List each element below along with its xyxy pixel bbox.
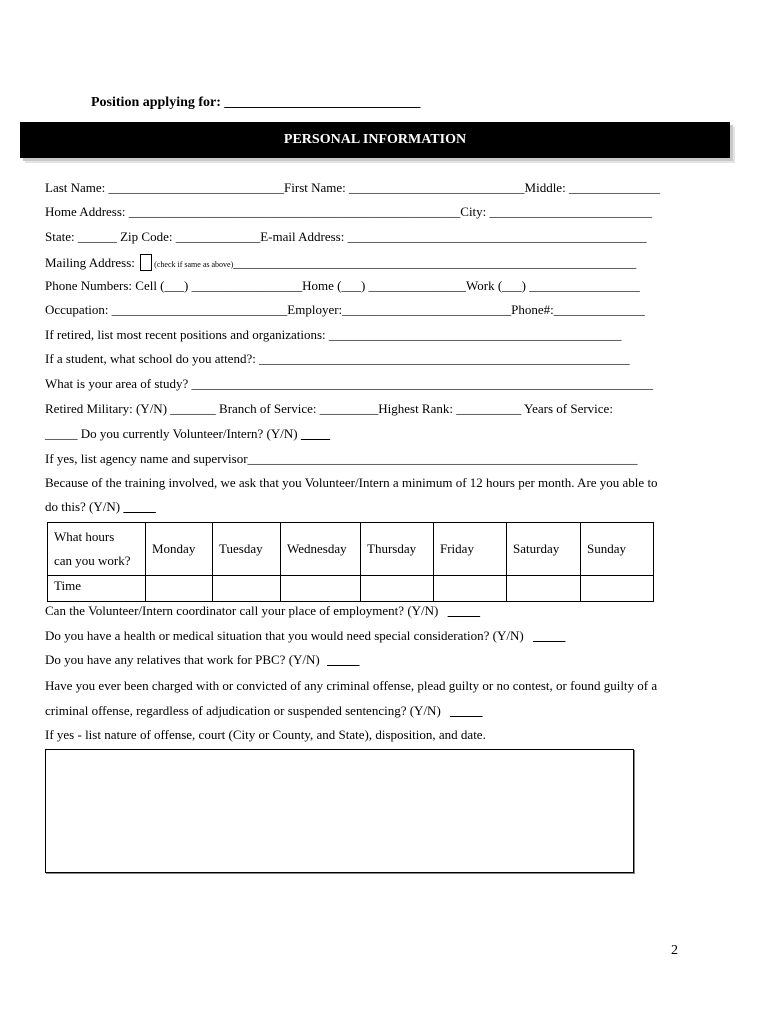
- day-monday[interactable]: Monday: [146, 523, 213, 576]
- call-employer-line[interactable]: [45, 603, 480, 619]
- time-friday[interactable]: [434, 576, 507, 602]
- what-hours-label: What hours: [54, 529, 115, 544]
- offense-details-textbox[interactable]: [45, 749, 634, 873]
- availability-row-label: [48, 523, 146, 576]
- relatives-pbc-question: Do you have any relatives that work for PBC? (Y/N): [45, 652, 320, 667]
- student-school-line[interactable]: If a student, what school do you attend?: _________________________________________________________: [45, 351, 630, 366]
- day-thursday[interactable]: Thursday: [361, 523, 434, 576]
- position-applying-line[interactable]: Position applying for: ____________________________: [91, 95, 421, 110]
- mailing-address-label: Mailing Address:: [45, 255, 135, 270]
- agency-supervisor-line[interactable]: If yes, list agency name and supervisor____________________________________________________________: [45, 451, 638, 466]
- phone-numbers-line[interactable]: Phone Numbers: Cell (___) _________________Home (___) _______________Work (___) _________________: [45, 278, 640, 293]
- health-consideration-blank[interactable]: [533, 628, 566, 643]
- home-address-line[interactable]: Home Address: ___________________________________________________City: _________________________: [45, 204, 653, 219]
- availability-table: [47, 522, 654, 602]
- can-you-work-label: can you work?: [54, 553, 131, 568]
- training-requirement-line: Because of the training involved, we ask that you Volunteer/Intern a minimum of 12 hours per month. Are you able to: [45, 475, 658, 490]
- section-header-personal-information: PERSONAL INFORMATION: [20, 122, 730, 158]
- able-to-commit-question: do this? (Y/N): [45, 499, 121, 514]
- criminal-offense-line: Have you ever been charged with or convicted of any criminal offense, plead guilty or no contest, or found guilty of a: [45, 678, 658, 693]
- time-wednesday[interactable]: [281, 576, 361, 602]
- currently-volunteer-question: _____ Do you currently Volunteer/Intern? (Y/N): [45, 426, 298, 441]
- currently-volunteer-line[interactable]: [45, 426, 330, 442]
- page-number: 2: [671, 943, 678, 958]
- able-to-commit-blank[interactable]: [123, 499, 156, 514]
- relatives-pbc-blank[interactable]: [327, 652, 360, 667]
- occupation-line[interactable]: Occupation: ___________________________Employer:__________________________Phone#:______________: [45, 302, 645, 317]
- time-thursday[interactable]: [361, 576, 434, 602]
- health-consideration-line[interactable]: [45, 628, 565, 644]
- time-tuesday[interactable]: [213, 576, 281, 602]
- able-to-commit-line[interactable]: [45, 499, 156, 515]
- offense-details-instruction: If yes - list nature of offense, court (City or County, and State), disposition, and date.: [45, 727, 486, 742]
- time-sunday[interactable]: [581, 576, 654, 602]
- day-tuesday[interactable]: Tuesday: [213, 523, 281, 576]
- currently-volunteer-blank[interactable]: [301, 426, 330, 441]
- mailing-address-blank[interactable]: ______________________________________________________________: [233, 255, 637, 270]
- same-as-above-checkbox[interactable]: [140, 254, 152, 271]
- retired-military-line[interactable]: Retired Military: (Y/N) _______ Branch of Service: _________Highest Rank: __________ Years of Service:: [45, 401, 613, 416]
- criminal-offense-question: criminal offense, regardless of adjudication or suspended sentencing? (Y/N): [45, 703, 441, 718]
- state-zip-email-line[interactable]: State: ______ Zip Code: _____________E-mail Address: ______________________________________________: [45, 229, 647, 244]
- relatives-pbc-line[interactable]: [45, 652, 360, 668]
- day-saturday[interactable]: Saturday: [507, 523, 581, 576]
- same-as-above-note: (check if same as above): [154, 260, 234, 269]
- time-label: Time: [48, 576, 146, 602]
- mailing-address-line: [45, 254, 636, 273]
- health-consideration-question: Do you have a health or medical situation that you would need special consideration? (Y/N): [45, 628, 524, 643]
- time-saturday[interactable]: [507, 576, 581, 602]
- criminal-offense-answer-line[interactable]: [45, 703, 483, 719]
- day-wednesday[interactable]: Wednesday: [281, 523, 361, 576]
- day-sunday[interactable]: Sunday: [581, 523, 654, 576]
- time-monday[interactable]: [146, 576, 213, 602]
- call-employer-blank[interactable]: [448, 603, 481, 618]
- call-employer-question: Can the Volunteer/Intern coordinator call your place of employment? (Y/N): [45, 603, 439, 618]
- name-fields-line[interactable]: Last Name: ___________________________First Name: ___________________________Middle: ______________: [45, 180, 660, 195]
- retired-positions-line[interactable]: If retired, list most recent positions and organizations: _____________________________________________: [45, 327, 622, 342]
- day-friday[interactable]: Friday: [434, 523, 507, 576]
- area-of-study-line[interactable]: What is your area of study? _______________________________________________________________________: [45, 376, 654, 391]
- criminal-offense-blank[interactable]: [450, 703, 483, 718]
